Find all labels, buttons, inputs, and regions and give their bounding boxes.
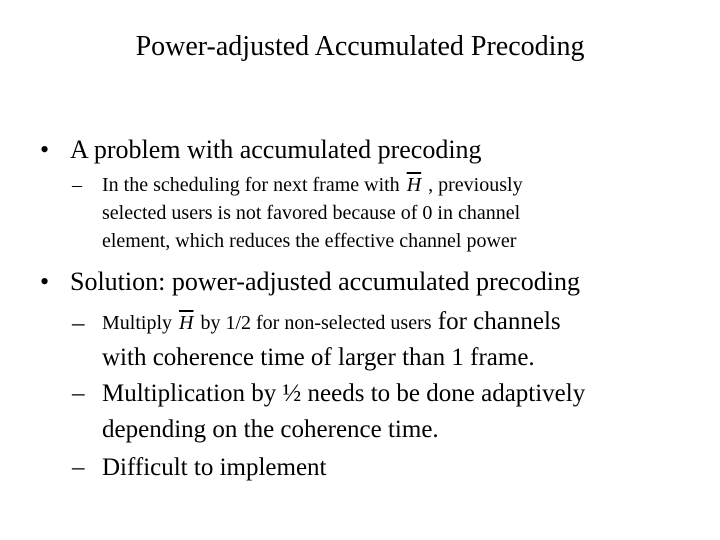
h-bar-symbol: $\overline{H}$ xyxy=(406,174,422,196)
sub-2-1-line-2: with coherence time of larger than 1 frame. xyxy=(102,344,535,371)
bullet-marker: • xyxy=(40,135,50,164)
sub-2-1-mid: by 1/2 for non-selected users xyxy=(200,312,432,334)
sub-1-line-1 xyxy=(102,171,523,199)
bullet-1-text: A problem with accumulated precoding xyxy=(70,135,482,164)
dash-marker: – xyxy=(72,310,85,337)
bullet-marker: • xyxy=(40,267,50,296)
sub-2-2-line-2: depending on the coherence time. xyxy=(102,416,439,443)
dash-marker: – xyxy=(72,380,85,407)
bullet-2-text: Solution: power-adjusted accumulated precoding xyxy=(70,267,580,296)
sub-2-2-line-1: Multiplication by ½ needs to be done adaptively xyxy=(102,380,586,407)
sub-1-line-1-before: In the scheduling for next frame with xyxy=(102,174,400,196)
sub-2-1-line-1 xyxy=(102,304,561,340)
sub-1-line-2: selected users is not favored because of 0 in channel xyxy=(102,202,521,224)
dash-marker: – xyxy=(72,454,85,481)
sub-2-1-before: Multiply xyxy=(102,312,173,334)
h-bar-symbol: $\overline{H}$ xyxy=(179,312,194,334)
sub-1-line-3: element, which reduces the effective channel power xyxy=(102,230,517,252)
slide-title: Power-adjusted Accumulated Precoding xyxy=(135,31,585,62)
sub-1-line-1-after: , previously xyxy=(428,174,523,196)
sub-2-1-after: for channels xyxy=(437,308,561,335)
sub-2-3-line-1: Difficult to implement xyxy=(102,454,327,481)
dash-marker: – xyxy=(72,174,82,196)
